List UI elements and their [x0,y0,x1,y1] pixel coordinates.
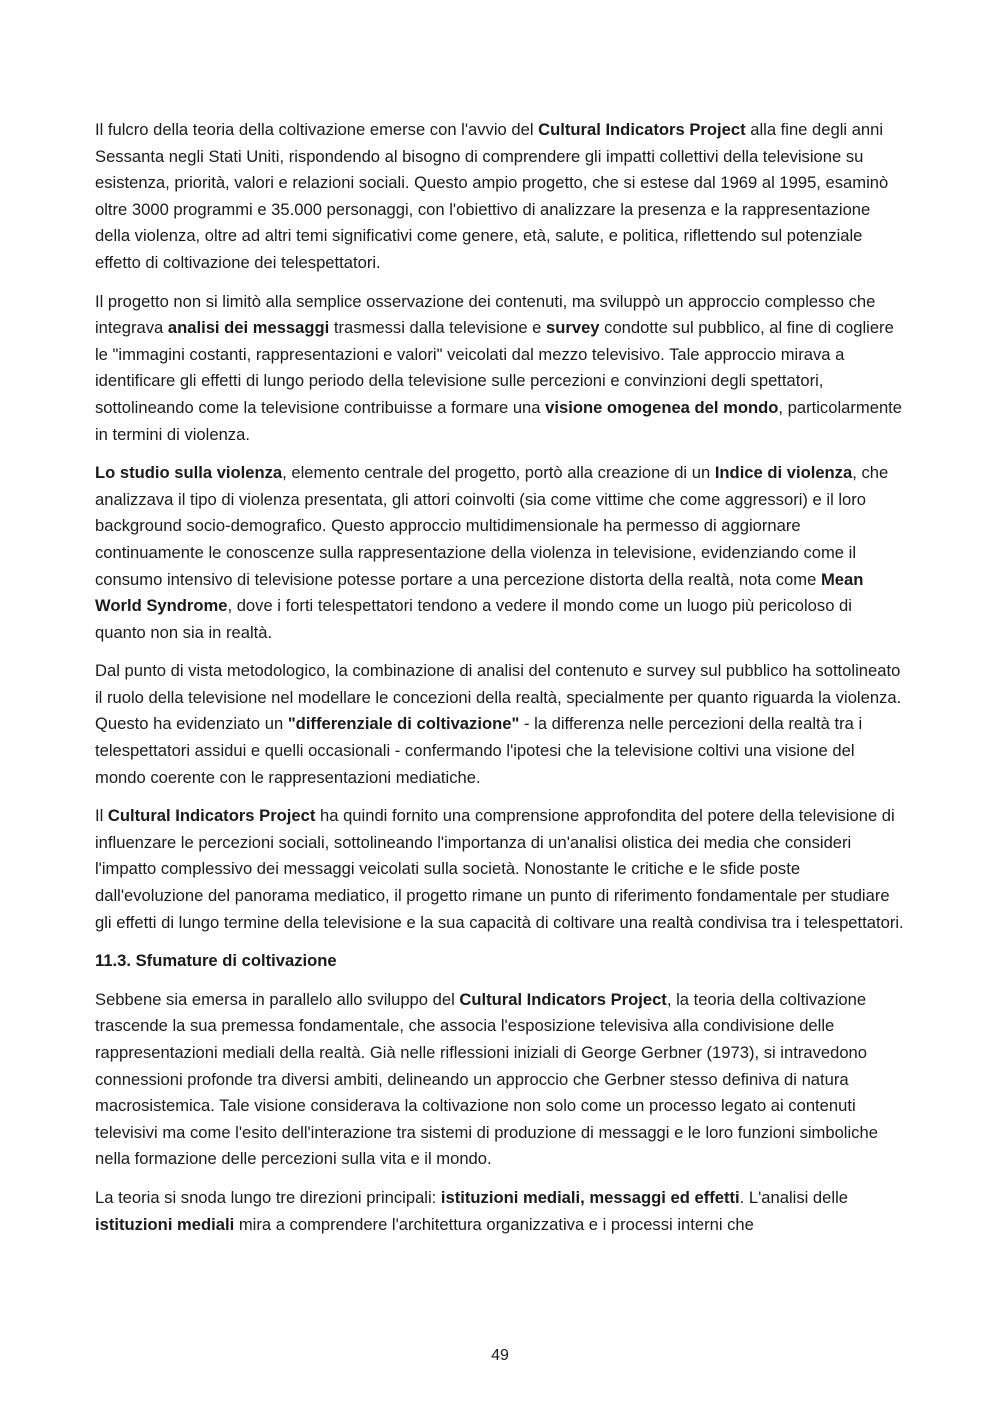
paragraph-4 [95,658,907,791]
text-segment: Sebbene sia emersa in parallelo allo sviluppo del [95,989,460,1009]
text-segment: Il [95,806,108,826]
bold-term: Lo studio sulla violenza [95,463,283,483]
bold-term: survey [546,318,600,338]
bold-term: Cultural Indicators Project [107,806,316,826]
document-body [95,117,907,1250]
text-segment: Dal punto di vista metodologico, la combinazione di analisi del contenuto e survey sul pubblico ha sottolineato il ruolo della televisione nel modellare le concezioni della realtà, specialmente per quanto riguarda la violenza. Questo ha evidenziato un [95,661,902,734]
paragraph-6 [95,987,907,1173]
text-segment: condotte sul pubblico, al fine di cogliere le "immagini costanti, rappresentazioni e valori" veicolati dal mezzo televisivo. Tale approccio mirava a identificare gli effetti di lungo periodo della televisione sulle percezioni e convinzioni degli spettatori, sottolineando come la televisione contribuisse a formare una [95,318,894,417]
text-segment: Il fulcro della teoria della coltivazione emerse con l'avvio del [95,120,539,139]
paragraph-1 [95,117,907,277]
text-segment: , elemento centrale del progetto, portò alla creazione di un [282,463,715,483]
text-segment: , che analizzava il tipo di violenza presentata, gli attori coinvolti (sia come vittime che come aggressori) e il loro background socio-demografico. Questo approccio multidimensionale ha permesso di aggiornare continuamente le conoscenze sulla rappresentazione della violenza in televisione, evidenziando come il consumo intensivo di televisione potesse portare a una percezione distorta della realtà, nota come [95,463,889,589]
bold-term: Cultural Indicators Project [538,120,746,139]
text-segment: , particolarmente in termini di violenza. [95,397,903,444]
text-segment: mira a comprendere l'architettura organizzativa e i processi interni che [234,1214,754,1234]
bold-term: Indice di violenza [714,463,853,483]
text-segment: trasmessi dalla televisione e [329,318,547,338]
text-segment: Il progetto non si limitò alla semplice osservazione dei contenuti, ma sviluppò un approccio complesso che integrava [95,291,876,338]
text-segment: - la differenza nelle percezioni della realtà tra i telespettatori assidui e quelli occasionali - confermando l'ipotesi che la televisione coltivi una visione del mondo coerente con le rappresentazioni mediatiche. [95,714,863,787]
bold-term: Cultural Indicators Project [459,989,667,1009]
bold-term: visione omogenea del mondo [545,397,779,417]
bold-term: istituzioni mediali, messaggi ed effetti [440,1187,740,1207]
paragraph-3 [95,460,907,646]
section-heading-text: 11.3. Sfumature di coltivazione [95,951,337,971]
page-number: 49 [491,1347,509,1364]
paragraph-5 [95,803,907,936]
text-segment: La teoria si snoda lungo tre direzioni principali: [95,1187,441,1207]
bold-term: Mean World Syndrome [95,569,864,616]
bold-term: analisi dei messaggi [167,318,330,338]
text-segment: ha quindi fornito una comprensione approfondita del potere della televisione di influenzare le percezioni sociali, sottolineando l'importanza di un'analisi olistica dei media che consideri l'impatto complessivo dei messaggi veicolati sulla società. Nonostante le critiche e le sfide poste dall'evoluzione del panorama mediatico, il progetto rimane un punto di riferimento fondamentale per studiare gli effetti di lungo termine della televisione e la sua capacità di coltivare una realtà condivisa tra i telespettatori. [95,806,904,932]
bold-term: istituzioni mediali [95,1214,235,1234]
text-segment: . L'analisi delle [739,1187,848,1207]
paragraph-7 [95,1185,907,1238]
text-segment: , dove i forti telespettatori tendono a vedere il mondo come un luogo più pericoloso di quanto non sia in realtà. [95,596,852,642]
text-segment: , la teoria della coltivazione trascende la sua premessa fondamentale, che associa l'esposizione televisiva alla condivisione delle rappresentazioni mediali della realtà. Già nelle riflessioni iniziali di George Gerbner (1973), si intravedono connessioni profonde tra diversi ambiti, delineando un approccio che Gerbner stesso definiva di natura macrosistemica. Tale visione considerava la coltivazione non solo come un processo legato ai contenuti televisivi ma come l'esito dell'interazione tra sistemi di produzione di messaggi e le loro funzioni simboliche nella formazione delle percezioni sulla vita e il mondo. [95,989,878,1169]
text-segment: alla fine degli anni Sessanta negli Stati Uniti, rispondendo al bisogno di comprendere gli impatti collettivi della televisione su esistenza, priorità, valori e relazioni sociali. Questo ampio progetto, che si estese dal 1969 al 1995, esaminò oltre 3000 programmi e 35.000 personaggi, con l'obiettivo di analizzare la presenza e la rappresentazione della violenza, oltre ad altri temi significativi come genere, età, salute, e politica, riflettendo sul potenziale effetto di coltivazione dei telespettatori. [95,120,889,272]
paragraph-2 [95,289,907,449]
section-heading [95,948,907,975]
bold-term: "differenziale di coltivazione" [287,714,520,734]
